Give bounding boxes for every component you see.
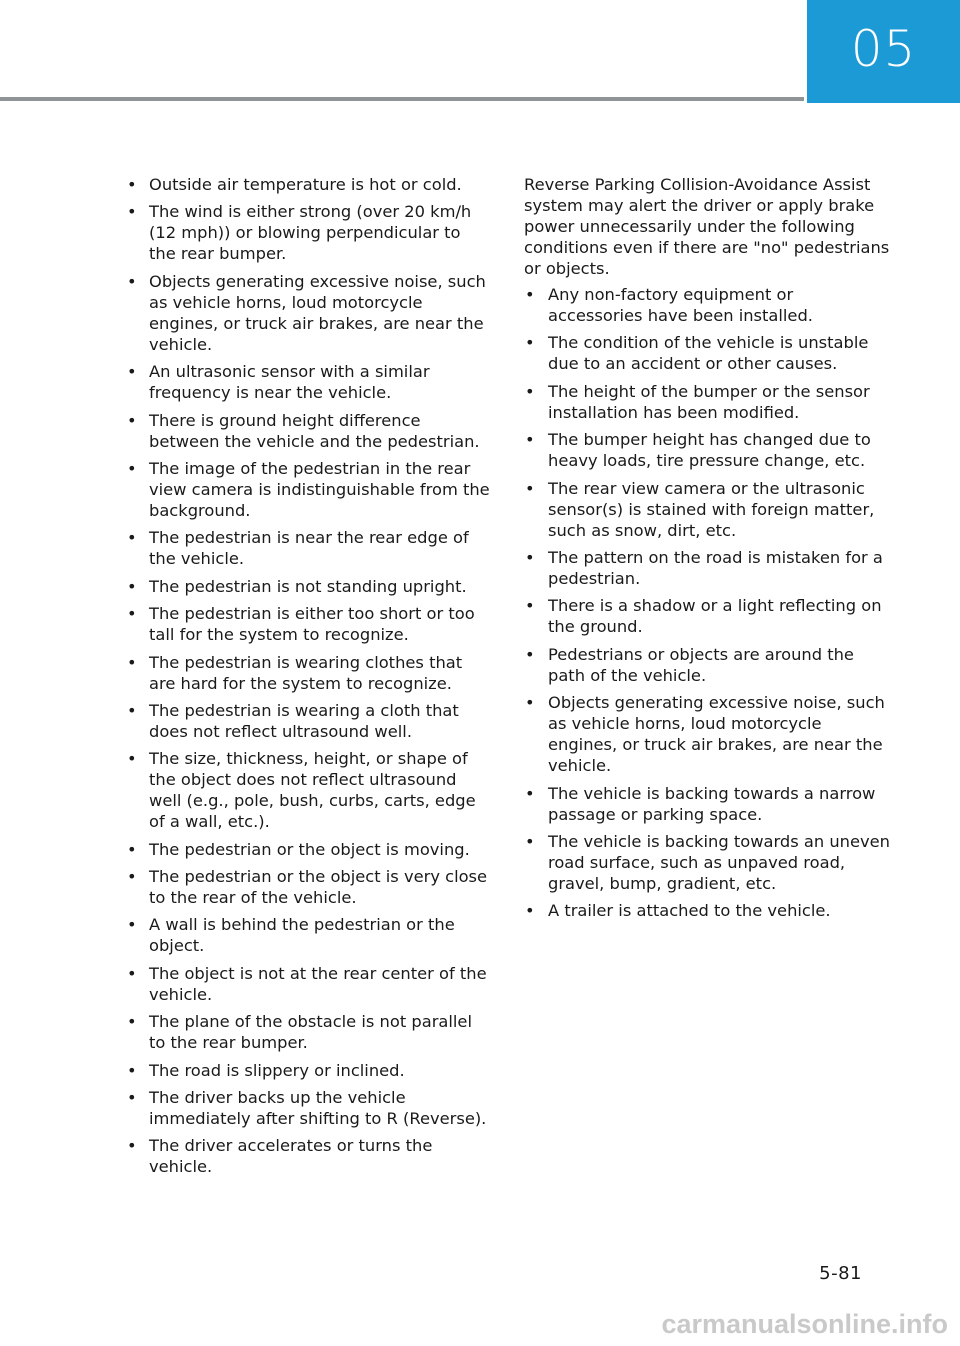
bullet-icon: • <box>127 410 137 430</box>
list-item-text: The object is not at the rear center of the vehicle. <box>149 963 487 1004</box>
list-item <box>126 458 490 521</box>
bullet-icon: • <box>127 175 137 194</box>
bullet-icon: • <box>525 430 535 450</box>
list-item-text: The pedestrian is wearing a cloth that does not reflect ultrasound well. <box>149 700 459 741</box>
list-item-text: The pedestrian or the object is moving. <box>149 839 470 859</box>
list-item-text: The pedestrian is not standing upright. <box>149 576 467 596</box>
list-item-text: An ultrasonic sensor with a similar frequency is near the vehicle. <box>149 362 430 403</box>
list-item-text: A trailer is attached to the vehicle. <box>548 901 831 921</box>
list-item <box>126 1011 490 1053</box>
list-item <box>126 1087 490 1129</box>
list-item-text: The height of the bumper or the sensor installation has been modified. <box>548 381 870 422</box>
bullet-icon: • <box>127 528 137 548</box>
bullet-icon: • <box>127 271 137 291</box>
list-item <box>524 381 890 423</box>
list-item <box>126 527 490 569</box>
list-item-text: The condition of the vehicle is unstable due to an accident or other causes. <box>548 333 869 374</box>
bullet-icon: • <box>127 362 137 382</box>
list-item <box>524 332 890 374</box>
list-item-text: Any non-factory equipment or accessories have been installed. <box>548 285 813 325</box>
bullet-icon: • <box>525 285 535 304</box>
list-item <box>126 603 490 645</box>
list-item <box>524 692 890 776</box>
bullet-icon: • <box>127 749 137 769</box>
list-item-text: There is a shadow or a light reflecting on the ground. <box>548 596 882 637</box>
list-item-text: The pedestrian is either too short or too tall for the system to recognize. <box>149 604 475 645</box>
list-item <box>126 866 490 908</box>
list-item <box>126 963 490 1005</box>
bullet-icon: • <box>127 1136 137 1156</box>
bullet-icon: • <box>127 604 137 624</box>
list-item-text: The image of the pedestrian in the rear view camera is indistinguishable from the background. <box>149 458 490 520</box>
bullet-icon: • <box>525 381 535 401</box>
page-number: 5-81 <box>819 1263 862 1284</box>
list-item-text: The vehicle is backing towards an uneven road surface, such as unpaved road, gravel, bump, gradient, etc. <box>548 831 890 893</box>
list-item <box>126 700 490 742</box>
bullet-icon: • <box>127 867 137 887</box>
list-item-text: The vehicle is backing towards a narrow passage or parking space. <box>548 783 876 824</box>
list-item <box>524 644 890 686</box>
list-item <box>524 900 890 921</box>
list-item-text: The pattern on the road is mistaken for a pedestrian. <box>548 547 883 588</box>
list-item-text: The bumper height has changed due to heavy loads, tire pressure change, etc. <box>548 430 871 471</box>
list-item <box>126 201 490 264</box>
list-item-text: A wall is behind the pedestrian or the object. <box>149 915 455 956</box>
right-bullet-list <box>524 284 890 921</box>
left-bullet-list <box>126 174 490 1177</box>
left-column <box>126 174 490 1184</box>
bullet-icon: • <box>127 1060 137 1080</box>
list-item <box>524 284 890 326</box>
list-item-text: The size, thickness, height, or shape of the object does not reflect ultrasound well (e.g., pole, bush, curbs, carts, edge of a wall, etc.). <box>149 749 476 832</box>
list-item-text: The pedestrian or the object is very close to the rear of the vehicle. <box>149 867 488 908</box>
list-item-text: There is ground height difference between the vehicle and the pedestrian. <box>149 410 480 451</box>
bullet-icon: • <box>525 547 535 567</box>
bullet-icon: • <box>525 831 535 851</box>
bullet-icon: • <box>127 1012 137 1032</box>
list-item-text: Objects generating excessive noise, such as vehicle horns, loud motorcycle engines, or truck air brakes, are near the vehicle. <box>149 271 486 354</box>
list-item-text: Outside air temperature is hot or cold. <box>149 175 462 194</box>
bullet-icon: • <box>127 963 137 983</box>
bullet-icon: • <box>127 1088 137 1108</box>
list-item-text: The pedestrian is near the rear edge of the vehicle. <box>149 528 469 569</box>
list-item <box>126 361 490 403</box>
list-item-text: The pedestrian is wearing clothes that are hard for the system to recognize. <box>149 652 463 693</box>
bullet-icon: • <box>127 915 137 935</box>
list-item-text: The driver accelerates or turns the vehicle. <box>149 1136 433 1177</box>
list-item <box>126 652 490 694</box>
list-item-text: The wind is either strong (over 20 km/h (12 mph)) or blowing perpendicular to the rear bumper. <box>149 202 472 264</box>
bullet-icon: • <box>127 652 137 672</box>
list-item <box>524 783 890 825</box>
bullet-icon: • <box>525 901 535 921</box>
watermark: carmanualsonline.info <box>661 1309 948 1339</box>
list-item <box>524 547 890 589</box>
list-item-text: The road is slippery or inclined. <box>149 1060 405 1080</box>
chapter-number: 05 <box>850 19 917 78</box>
bullet-icon: • <box>525 693 535 713</box>
list-item <box>126 1060 490 1081</box>
list-item-text: Objects generating excessive noise, such as vehicle horns, loud motorcycle engines, or truck air brakes, are near the vehicle. <box>548 693 885 776</box>
list-item-text: The driver backs up the vehicle immediately after shifting to R (Reverse). <box>149 1088 487 1129</box>
right-column <box>524 174 890 928</box>
list-item <box>126 914 490 956</box>
list-item <box>126 271 490 355</box>
list-item-text: The rear view camera or the ultrasonic sensor(s) is stained with foreign matter, such as snow, dirt, etc. <box>548 478 875 540</box>
bullet-icon: • <box>127 700 137 720</box>
list-item <box>126 576 490 597</box>
bullet-icon: • <box>525 783 535 803</box>
list-item <box>524 478 890 541</box>
list-item-text: Pedestrians or objects are around the path of the vehicle. <box>548 644 854 685</box>
bullet-icon: • <box>127 458 137 478</box>
chapter-tab <box>807 0 960 103</box>
list-item-text: The plane of the obstacle is not parallel to the rear bumper. <box>149 1012 472 1053</box>
list-item <box>524 429 890 471</box>
bullet-icon: • <box>525 644 535 664</box>
bullet-icon: • <box>525 478 535 498</box>
bullet-icon: • <box>127 576 137 596</box>
list-item <box>126 748 490 832</box>
list-item <box>126 174 490 195</box>
bullet-icon: • <box>127 202 137 222</box>
bullet-icon: • <box>127 839 137 859</box>
bullet-icon: • <box>525 596 535 616</box>
bullet-icon: • <box>525 333 535 353</box>
list-item <box>126 839 490 860</box>
list-item <box>126 410 490 452</box>
header-rule <box>0 97 804 101</box>
list-item <box>126 1135 490 1177</box>
list-item <box>524 595 890 637</box>
list-item <box>524 831 890 894</box>
intro-paragraph: Reverse Parking Collision-Avoidance Assist system may alert the driver or apply brake power unnecessarily under the following conditions even if there are "no" pedestrians or objects. <box>524 175 890 278</box>
